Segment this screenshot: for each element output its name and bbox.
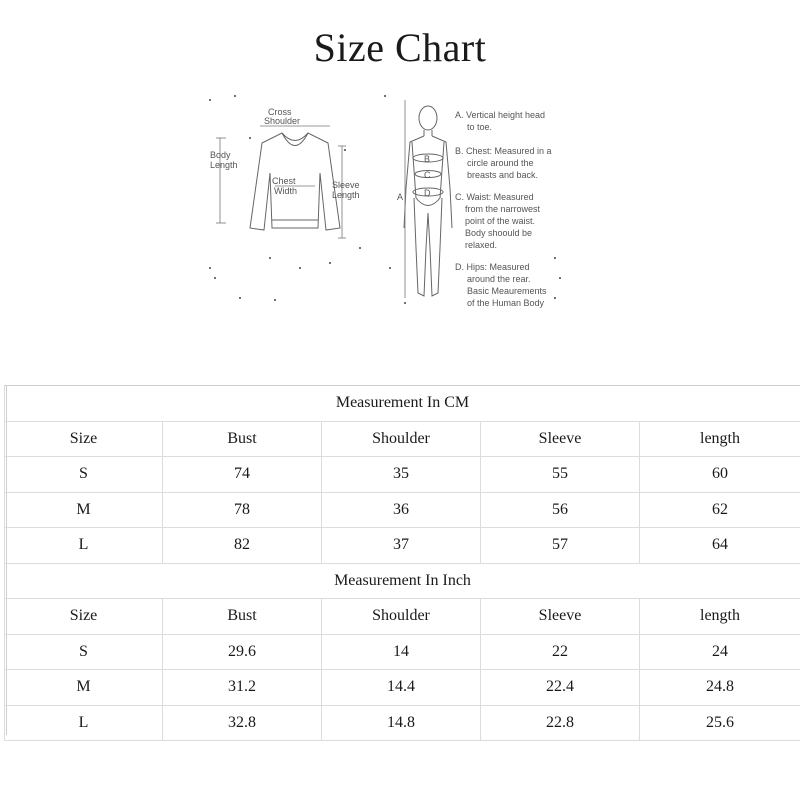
table-cell: 57	[481, 528, 640, 564]
table-row	[5, 528, 800, 564]
table-row	[5, 670, 800, 706]
table-cell: M	[5, 670, 163, 706]
column-header: Shoulder	[322, 421, 481, 457]
inch-heading: Measurement In Inch	[5, 563, 800, 599]
size-tables	[0, 385, 800, 735]
column-header: Sleeve	[481, 599, 640, 635]
table-cell: 74	[163, 457, 322, 493]
measurement-notes	[455, 110, 552, 308]
table-cell: 24.8	[640, 670, 800, 706]
chest-width-label-2: Width	[274, 186, 298, 196]
sleeve-length-label-1: Sleeve	[332, 180, 360, 190]
column-header: Shoulder	[322, 599, 481, 635]
table-cell: S	[5, 634, 163, 670]
page-title: Size Chart	[313, 25, 487, 70]
cross-shoulder-label-2: Shoulder	[264, 116, 301, 126]
table-cell: 22.4	[481, 670, 640, 706]
column-header: Bust	[163, 421, 322, 457]
column-header: Sleeve	[481, 421, 640, 457]
cm-heading-row	[5, 386, 800, 422]
note-d-3: Basic Meaurements	[467, 286, 547, 296]
table-cell: 14.8	[322, 705, 481, 741]
table-row	[5, 634, 800, 670]
body-length-label-2: Length	[210, 160, 238, 170]
cm-heading: Measurement In CM	[5, 386, 800, 422]
column-header: length	[640, 599, 800, 635]
size-table	[4, 385, 800, 741]
note-c-4: Body shoould be	[465, 228, 533, 238]
table-cell: L	[5, 705, 163, 741]
inch-heading-row	[5, 563, 800, 599]
table-cell: M	[5, 492, 163, 528]
note-d-2: around the rear.	[467, 274, 531, 284]
chest-width-label-1: Chest	[272, 176, 296, 186]
table-cell: 32.8	[163, 705, 322, 741]
letter-d: D	[424, 188, 431, 198]
body-sketch	[404, 106, 452, 296]
table-cell: 64	[640, 528, 800, 564]
inch-header-row	[5, 599, 800, 635]
note-d-4: of the Human Body	[467, 298, 545, 308]
table-cell: 35	[322, 457, 481, 493]
note-c-3: point of the waist.	[465, 216, 536, 226]
body-length-label-1: Body	[210, 150, 231, 160]
table-cell: 29.6	[163, 634, 322, 670]
table-cell: L	[5, 528, 163, 564]
note-b-3: breasts and back.	[467, 170, 539, 180]
table-row	[5, 492, 800, 528]
table-row	[5, 705, 800, 741]
column-header: Size	[5, 421, 163, 457]
note-c-5: relaxed.	[465, 240, 498, 250]
table-cell: 82	[163, 528, 322, 564]
column-header: length	[640, 421, 800, 457]
table-cell: 55	[481, 457, 640, 493]
note-b-2: circle around the	[467, 158, 534, 168]
note-b-1: B. Chest: Measured in a	[455, 146, 552, 156]
note-c-1: C. Waist: Measured	[455, 192, 534, 202]
table-cell: 78	[163, 492, 322, 528]
column-header: Size	[5, 599, 163, 635]
letter-c: C	[424, 170, 431, 180]
letter-a: A	[397, 192, 404, 202]
table-cell: 14.4	[322, 670, 481, 706]
table-cell: 25.6	[640, 705, 800, 741]
table-cell: 14	[322, 634, 481, 670]
note-a-1: A. Vertical height head	[455, 110, 546, 120]
table-cell: S	[5, 457, 163, 493]
sleeve-length-label-2: Length	[332, 190, 360, 200]
table-cell: 22	[481, 634, 640, 670]
table-cell: 22.8	[481, 705, 640, 741]
table-cell: 37	[322, 528, 481, 564]
note-c-2: from the narrowest	[465, 204, 541, 214]
table-cell: 56	[481, 492, 640, 528]
note-a-2: to toe.	[467, 122, 493, 132]
table-row	[5, 457, 800, 493]
cm-header-row	[5, 421, 800, 457]
letter-b: B	[424, 154, 431, 164]
measurement-illustration	[200, 88, 570, 318]
table-cell: 36	[322, 492, 481, 528]
note-d-1: D. Hips: Measured	[455, 262, 530, 272]
measurement-diagram	[200, 88, 570, 318]
table-cell: 24	[640, 634, 800, 670]
table-cell: 62	[640, 492, 800, 528]
table-cell: 31.2	[163, 670, 322, 706]
cross-shoulder-label-1: Cross	[268, 107, 292, 117]
table-cell: 60	[640, 457, 800, 493]
column-header: Bust	[163, 599, 322, 635]
